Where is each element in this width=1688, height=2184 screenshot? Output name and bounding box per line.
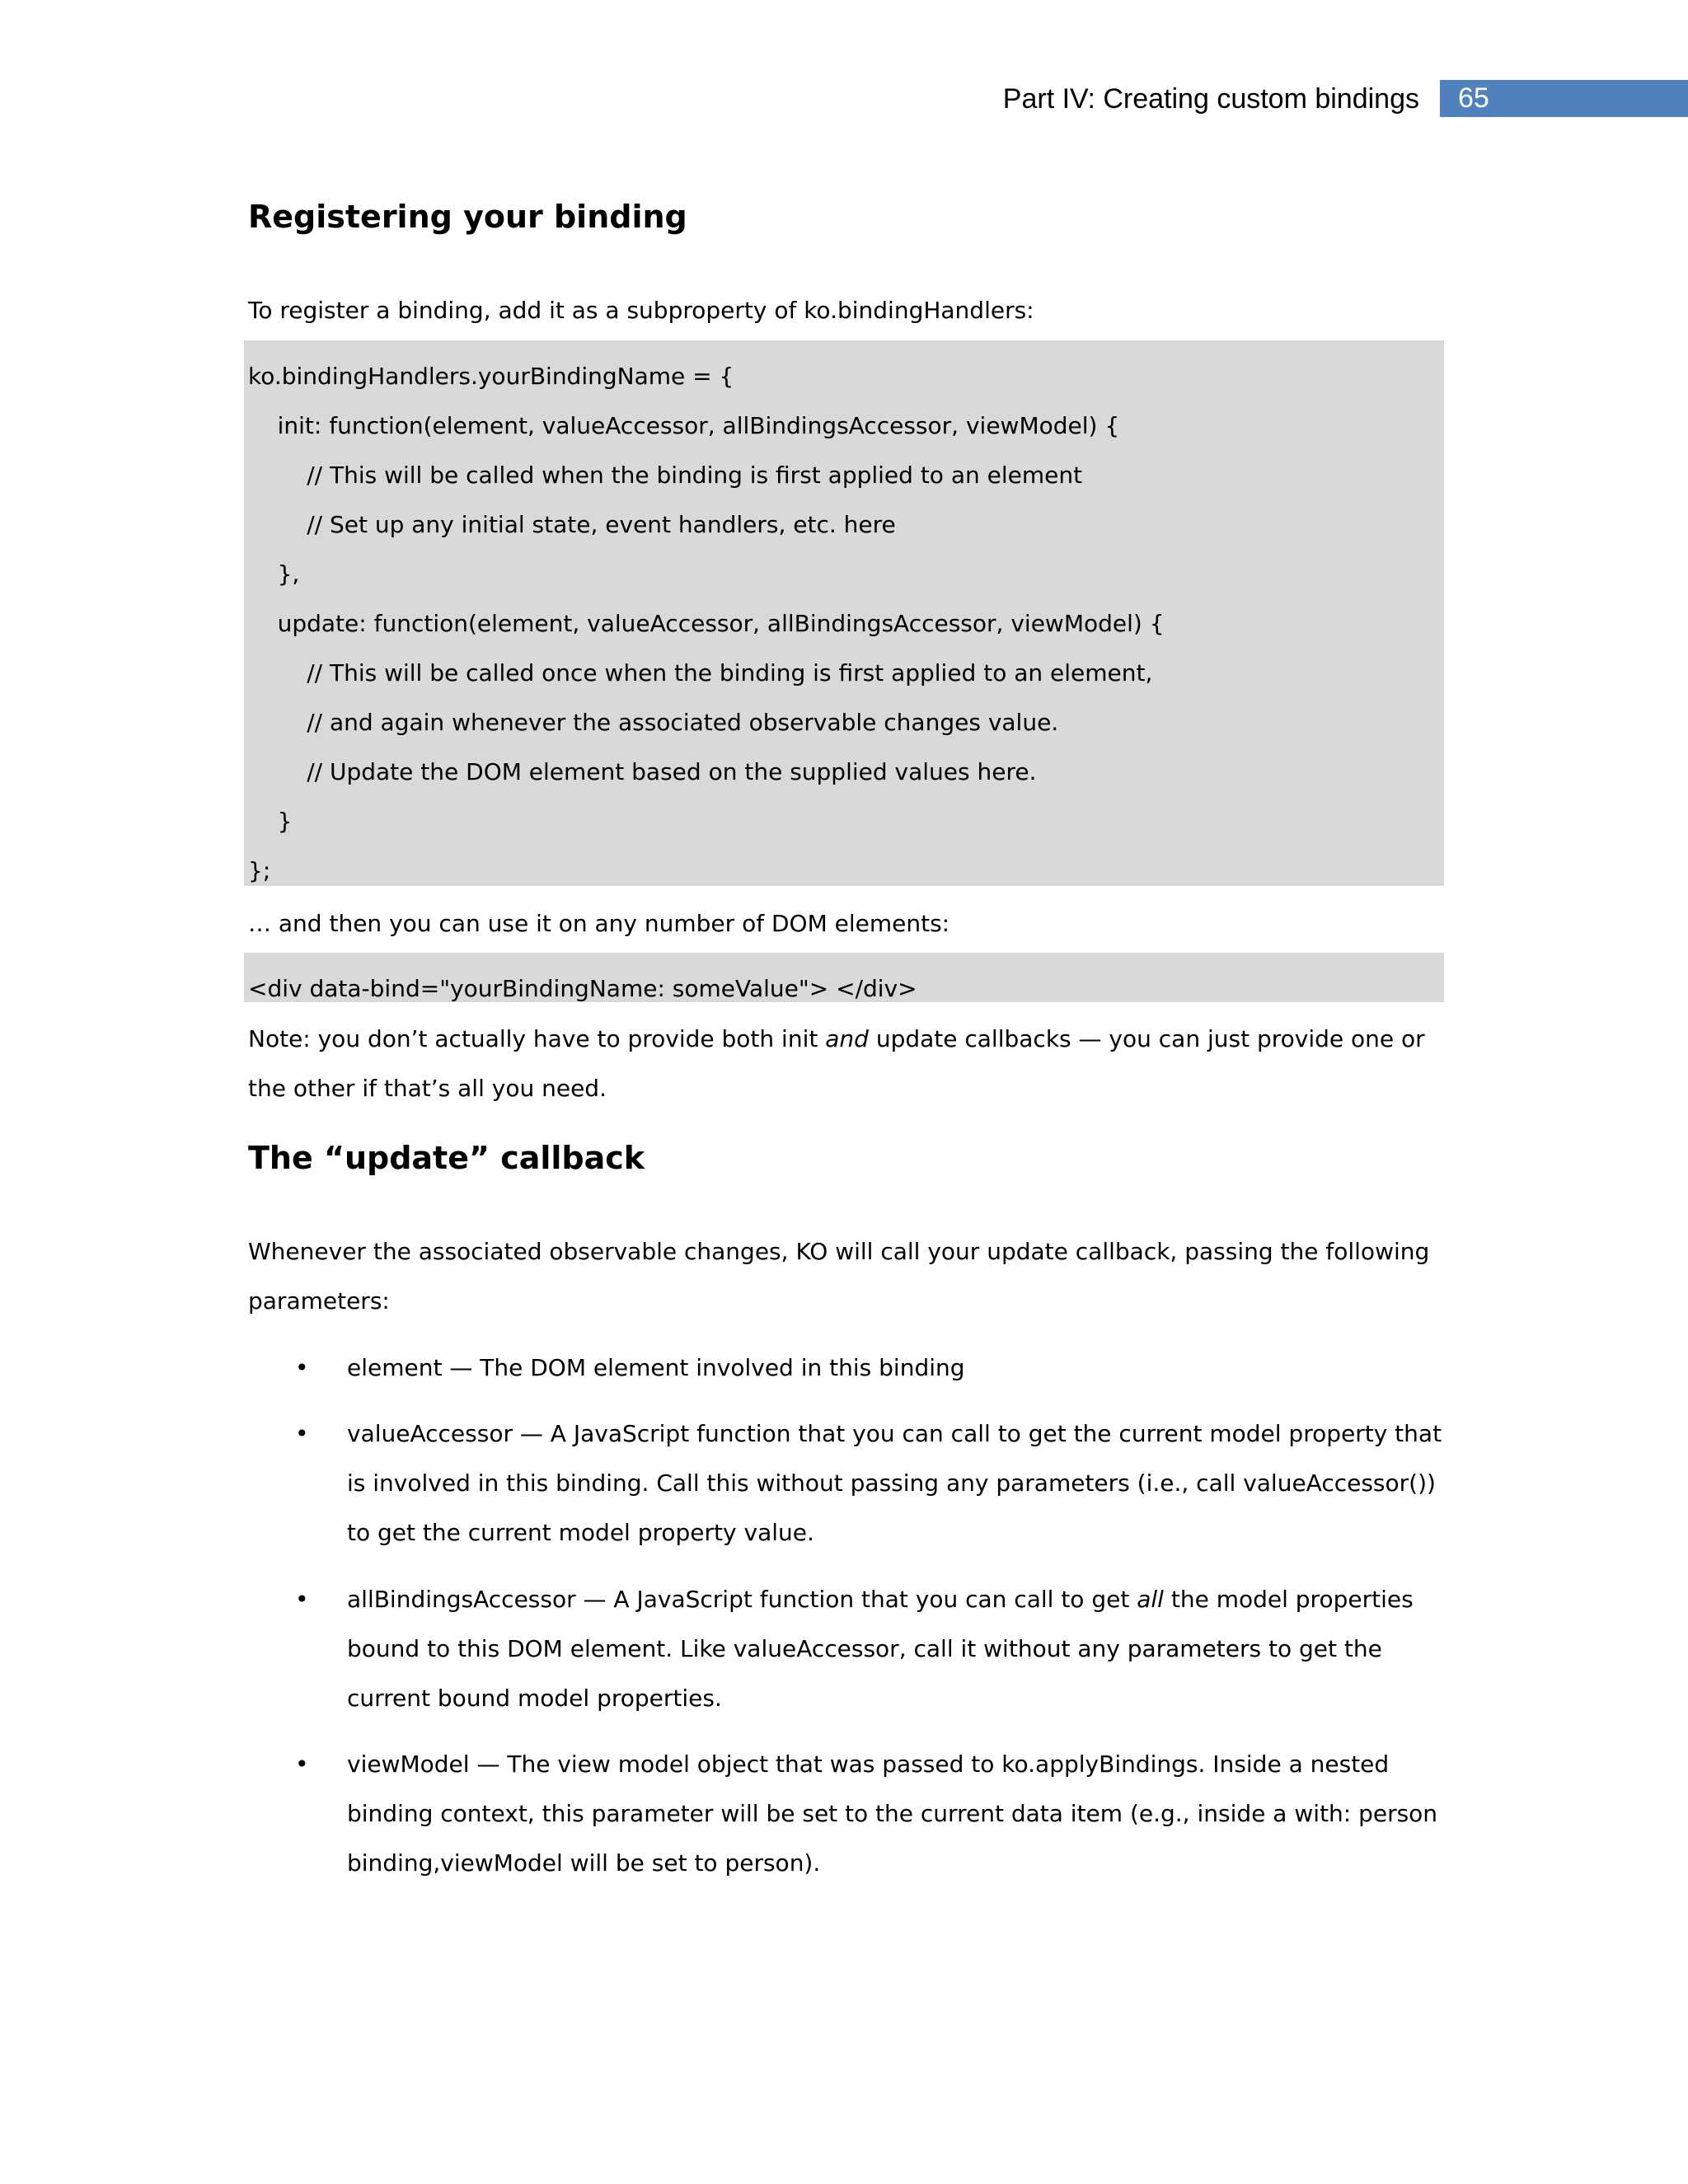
code-line: } [248,808,293,835]
update-intro-paragraph: Whenever the associated observable changes, KO will call your update callback, passing the following parameters: [248,1238,1430,1315]
bullet-emphasis: all [1137,1586,1164,1613]
bullet-text: viewModel — The view model object that was passed to ko.applyBindings. Inside a nested binding context, this parameter will be set to the current data item (e.g., inside a with: person binding,viewModel will be set to person). [347,1750,1438,1877]
note-text: update callbacks — you can just provide one or the other if that’s all you need. [248,1025,1425,1102]
code-line: // This will be called once when the binding is first applied to an element, [248,659,1153,687]
code-line: }, [248,560,300,588]
bullet-value-accessor [347,1409,1451,1558]
code-line: // and again whenever the associated observable changes value. [248,709,1059,736]
note-paragraph [248,1015,1443,1113]
code-block-binding-handler [244,340,1444,886]
usage-intro-paragraph: … and then you can use it on any number of DOM elements: [248,910,950,937]
code-block-usage [244,953,1444,1002]
code-line: // This will be called when the binding is first applied to an element [248,462,1083,489]
code-line: init: function(element, valueAccessor, allBindingsAccessor, viewModel) { [248,412,1120,439]
bullet-text: valueAccessor — A JavaScript function that you can call to get the current model property that is involved in this binding. Call this without passing any parameters (i.e., call valueAccessor()) to get the current model property value. [347,1420,1442,1546]
code-line: }; [248,857,271,884]
note-emphasis: and [825,1025,869,1052]
bullet-icon: • [295,1420,309,1447]
section-heading-registering: Registering your binding [248,199,687,235]
page-number-badge [1440,80,1688,117]
bullet-view-model [347,1740,1451,1888]
code-line: ko.bindingHandlers.yourBindingName = { [248,363,734,390]
bullet-icon: • [295,1354,309,1381]
bullet-text: the model properties bound to this DOM element. Like valueAccessor, call it without any parameters to get the current bound model properties. [347,1586,1414,1712]
intro-paragraph: To register a binding, add it as a subproperty of ko.bindingHandlers: [248,297,1034,324]
bullet-icon: • [295,1586,309,1613]
bullet-text: allBindingsAccessor — A JavaScript function that you can call to get [347,1586,1137,1613]
bullet-text: element — The DOM element involved in this binding [347,1354,965,1381]
code-line: <div data-bind="yourBindingName: someValue"> </div> [248,975,917,1002]
bullet-all-bindings-accessor [347,1575,1451,1723]
section-heading-update-callback: The “update” callback [248,1140,645,1176]
note-text: Note: you don’t actually have to provide both init [248,1025,826,1052]
code-line: update: function(element, valueAccessor, allBindingsAccessor, viewModel) { [248,610,1165,637]
bullet-icon: • [295,1750,309,1778]
bullet-element [347,1343,1451,1393]
code-line: // Update the DOM element based on the supplied values here. [248,758,1037,785]
running-header-title: Part IV: Creating custom bindings [1002,83,1419,115]
page-number: 65 [1458,82,1489,114]
code-line: // Set up any initial state, event handlers, etc. here [248,511,896,538]
